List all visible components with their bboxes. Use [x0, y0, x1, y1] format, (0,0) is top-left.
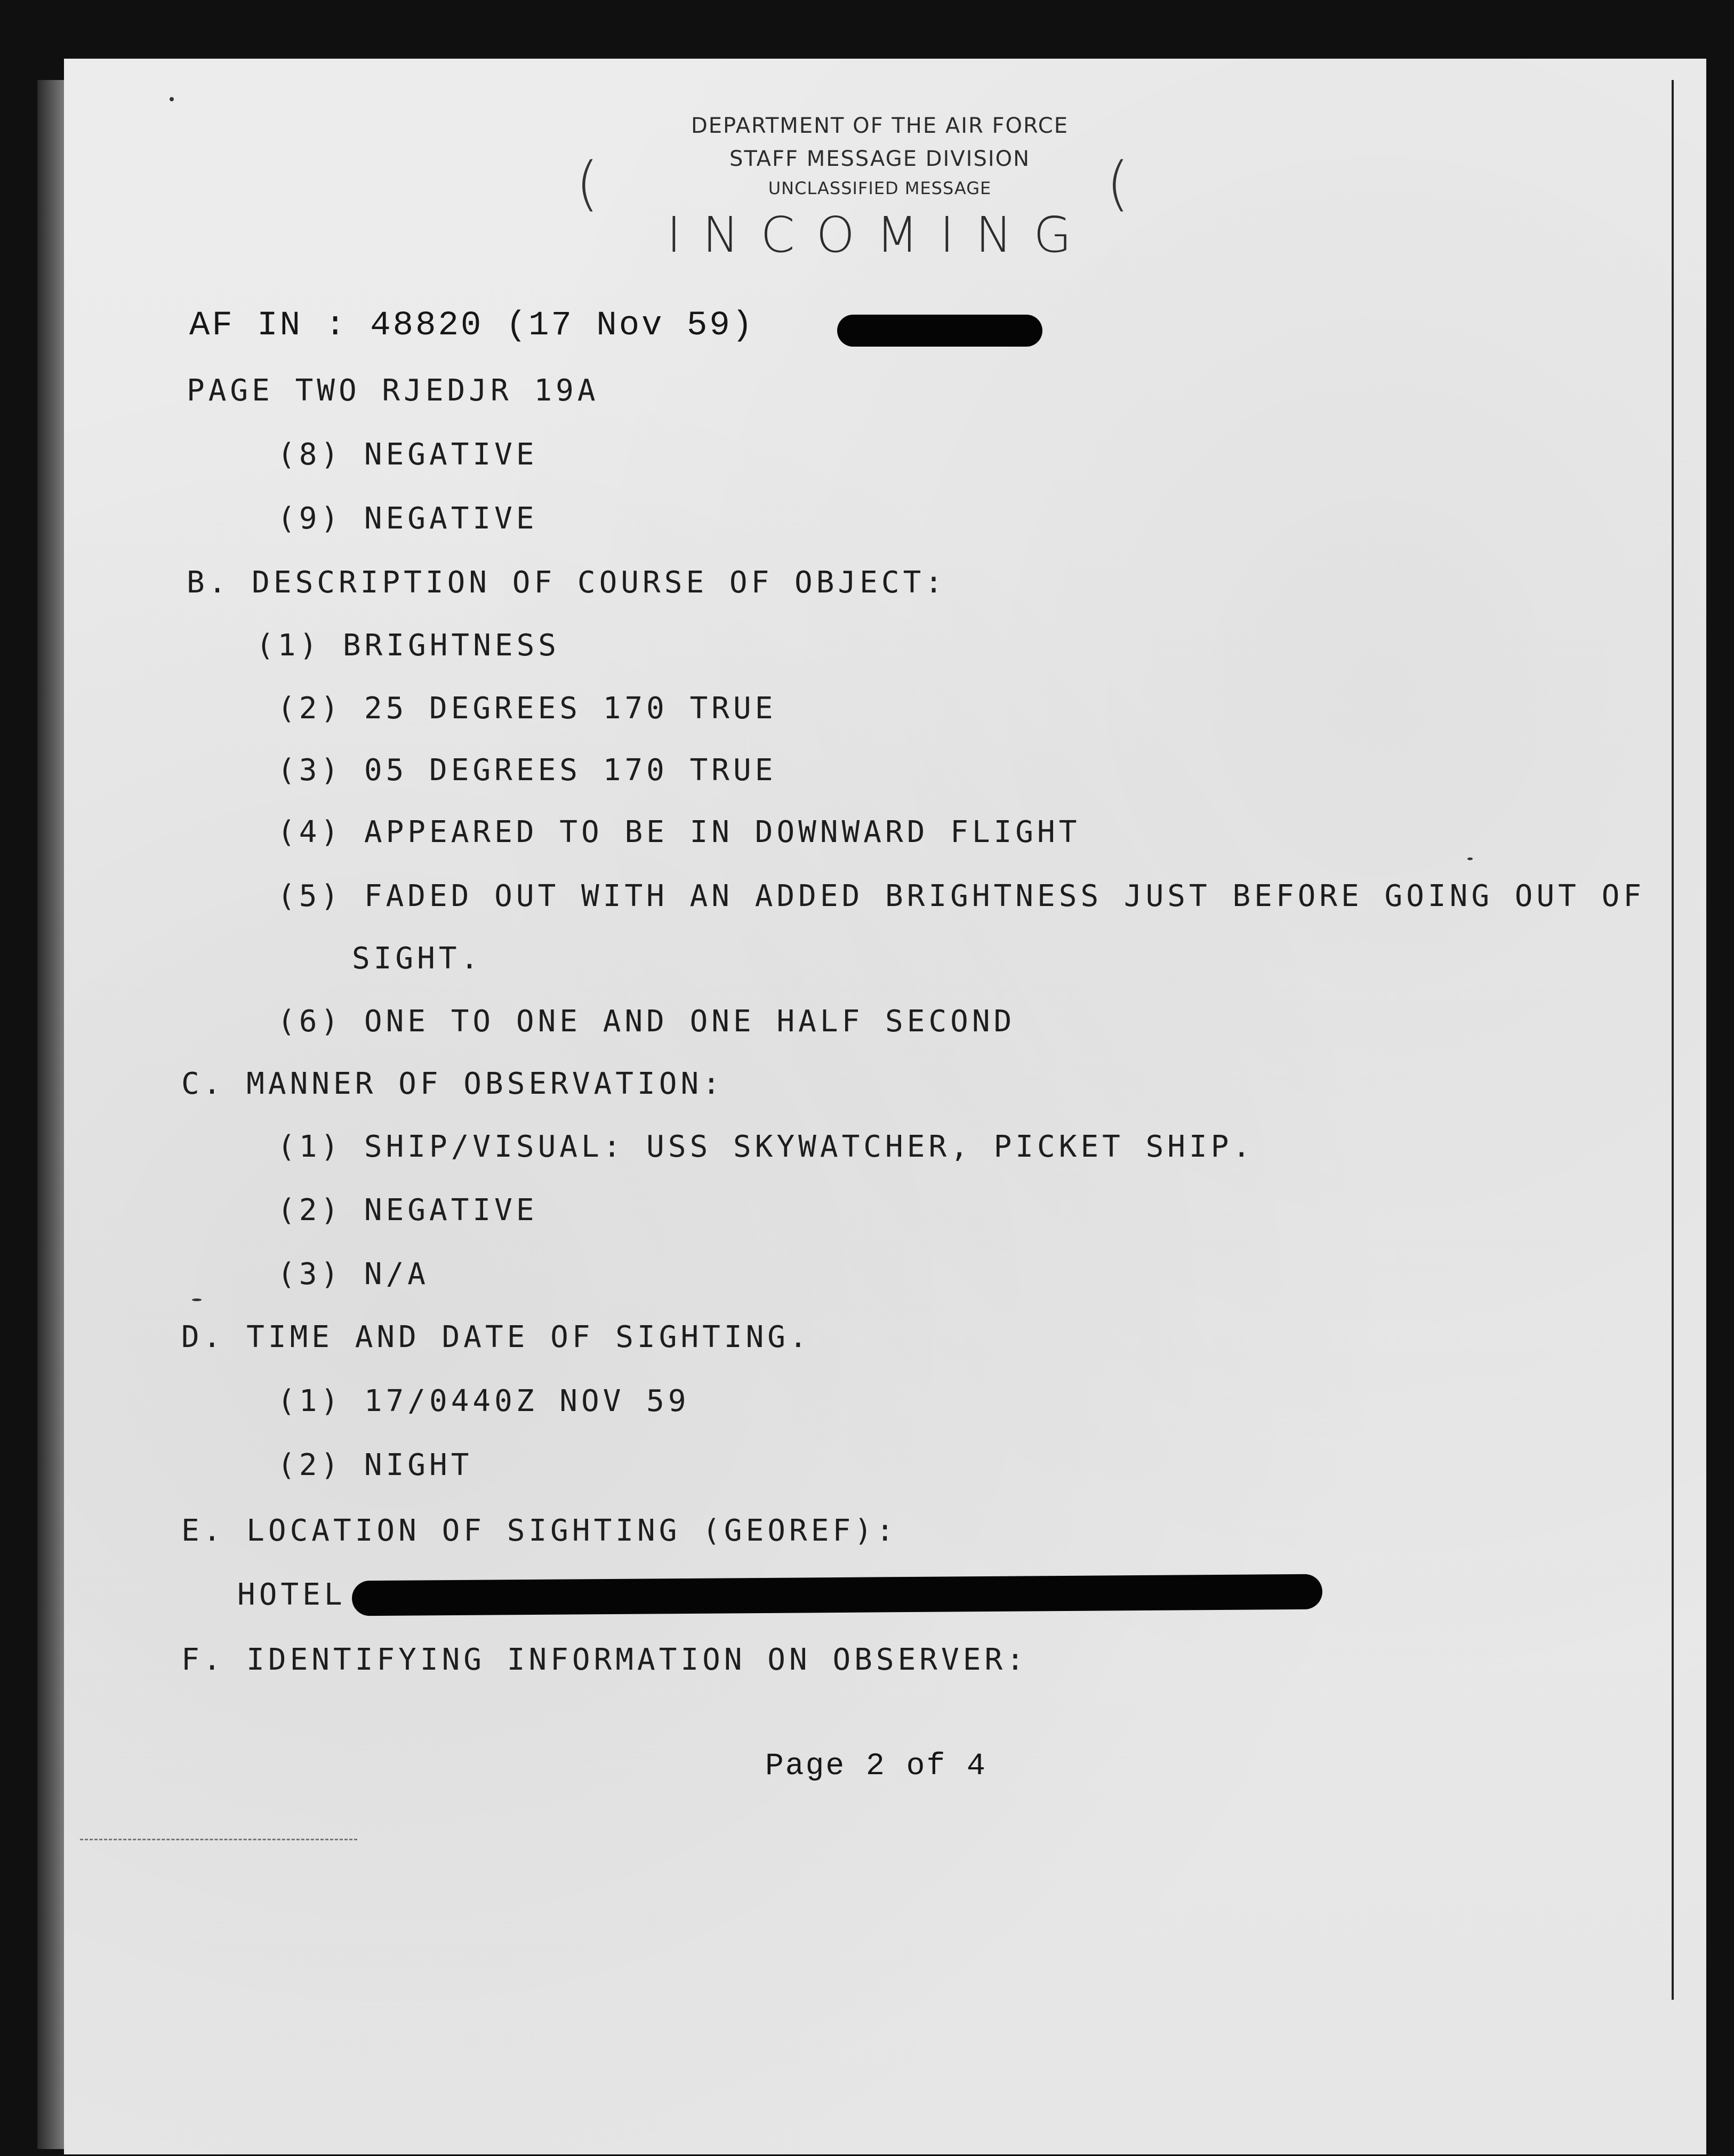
section-b-heading: B. DESCRIPTION OF COURSE OF OBJECT:	[187, 565, 947, 600]
item-b2: (2) 25 DEGREES 170 TRUE	[277, 691, 777, 726]
redaction-bar	[352, 1574, 1322, 1616]
item-b6: (6) ONE TO ONE AND ONE HALF SECOND	[277, 1004, 1016, 1039]
item-d1: (1) 17/0440Z NOV 59	[277, 1384, 690, 1418]
speck	[1467, 857, 1473, 860]
af-in-reference: AF IN : 48820 (17 Nov 59)	[189, 307, 755, 345]
division-name: STAFF MESSAGE DIVISION	[729, 147, 1031, 171]
department-name: DEPARTMENT OF THE AIR FORCE	[691, 114, 1069, 138]
item-b4: (4) APPEARED TO BE IN DOWNWARD FLIGHT	[277, 815, 1081, 849]
item-d2: (2) NIGHT	[277, 1448, 473, 1482]
item-a9: (9) NEGATIVE	[277, 501, 538, 536]
item-c3: (3) N/A	[277, 1257, 430, 1292]
speck	[192, 1299, 202, 1301]
item-b1: (1) BRIGHTNESS	[256, 628, 560, 663]
page-edge	[1672, 80, 1674, 2000]
classification-label: UNCLASSIFIED MESSAGE	[768, 178, 992, 198]
punch-mark-right: (	[1106, 149, 1129, 218]
message-header	[613, 109, 1146, 267]
section-d-heading: D. TIME AND DATE OF SIGHTING.	[181, 1320, 811, 1354]
section-c-heading: C. MANNER OF OBSERVATION:	[181, 1067, 724, 1101]
page-line: PAGE TWO RJEDJR 19A	[187, 373, 599, 408]
section-e-heading: E. LOCATION OF SIGHTING (GEOREF):	[181, 1513, 898, 1548]
speck	[170, 97, 174, 101]
location-hotel: HOTEL	[237, 1577, 346, 1612]
page-number: Page 2 of 4	[765, 1749, 987, 1784]
item-c1: (1) SHIP/VISUAL: USS SKYWATCHER, PICKET SHIP.	[277, 1129, 1255, 1164]
item-a8: (8) NEGATIVE	[277, 437, 538, 472]
item-b5-continued: SIGHT.	[352, 941, 483, 976]
faint-rule	[80, 1839, 357, 1840]
section-f-heading: F. IDENTIFYING INFORMATION ON OBSERVER:	[181, 1642, 1028, 1677]
redaction-mark	[837, 315, 1042, 347]
punch-mark-left: (	[576, 149, 599, 218]
item-b3: (3) 05 DEGREES 170 TRUE	[277, 753, 777, 788]
item-c2: (2) NEGATIVE	[277, 1193, 538, 1228]
message-type: INCOMING	[667, 206, 1093, 263]
item-b5: (5) FADED OUT WITH AN ADDED BRIGHTNESS JUST BEFORE GOING OUT OF	[277, 879, 1645, 913]
